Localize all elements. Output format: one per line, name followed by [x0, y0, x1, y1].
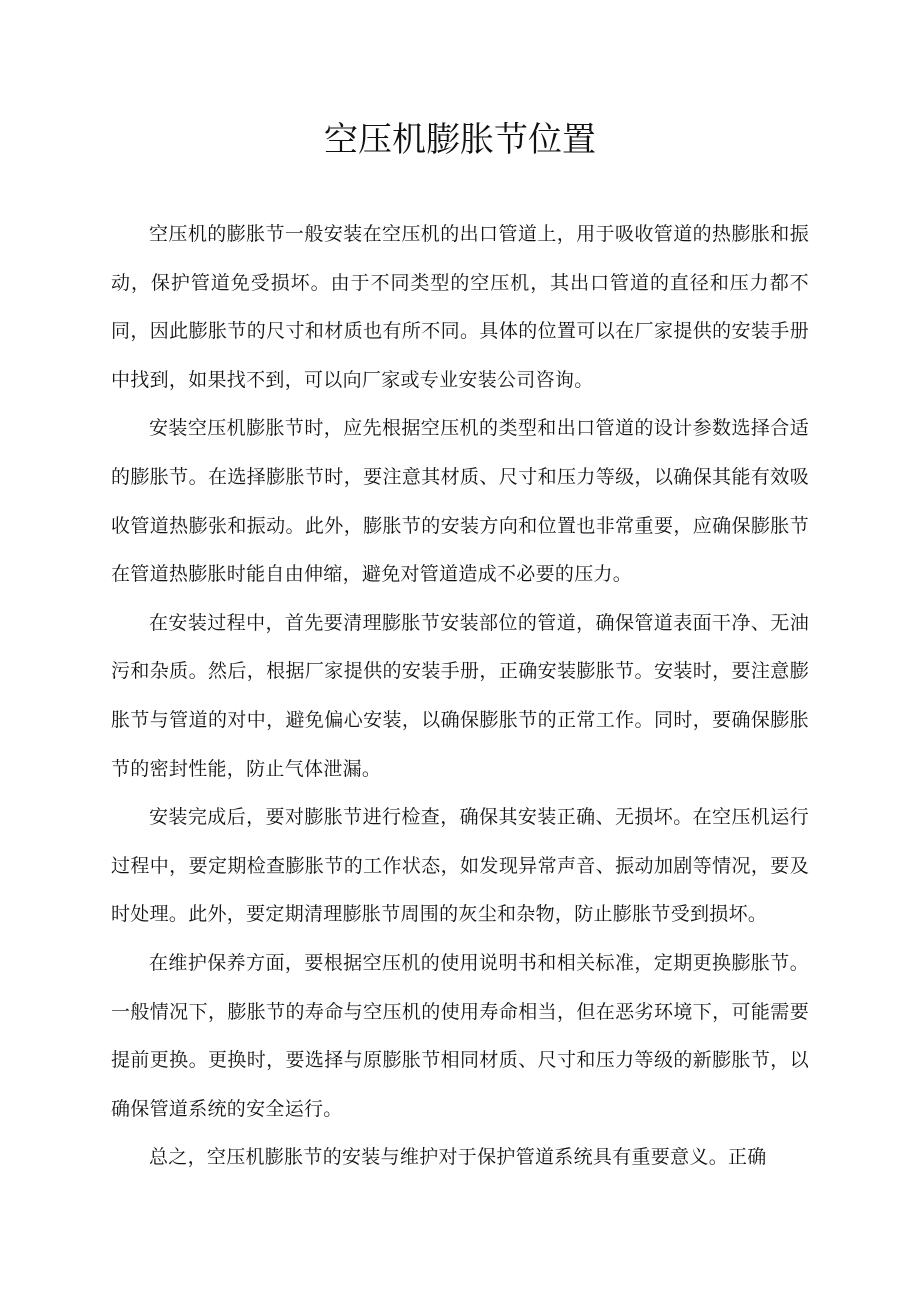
- paragraph-3: 在安装过程中，首先要清理膨胀节安装部位的管道，确保管道表面干净、无油污和杂质。然后，根据厂家提供的安装手册，正确安装膨胀节。安装时，要注意膨胀节与管道的对中，避免偏心安装，以确保膨胀节的正常工作。同时，要确保膨胀节的密封性能，防止气体泄漏。: [111, 611, 809, 780]
- paragraph-2: 安装空压机膨胀节时，应先根据空压机的类型和出口管道的设计参数选择合适的膨胀节。在选择膨胀节时，要注意其材质、尺寸和压力等级，以确保其能有效吸收管道热膨张和振动。此外，膨胀节的安装方向和位置也非常重要，应确保膨胀节在管道热膨胀时能自由伸缩，避免对管道造成不必要的压力。: [111, 417, 809, 586]
- paragraph-5: 在维护保养方面，要根据空压机的使用说明书和相关标准，定期更换膨胀节。一般情况下，膨胀节的寿命与空压机的使用寿命相当，但在恶劣环境下，可能需要提前更换。更换时，要选择与原膨胀节相同材质、尺寸和压力等级的新膨胀节，以确保管道系统的安全运行。: [111, 951, 809, 1120]
- document-title: 空压机膨胀节位置: [324, 120, 596, 160]
- paragraph-4: 安装完成后，要对膨胀节进行检查，确保其安装正确、无损坏。在空压机运行过程中，要定期检查膨胀节的工作状态，如发现异常声音、振动加剧等情况，要及时处理。此外，要定期清理膨胀节周围的灰尘和杂物，防止膨胀节受到损坏。: [111, 806, 809, 926]
- document-body: [111, 210, 809, 1182]
- paragraph-6: 总之，空压机膨胀节的安装与维护对于保护管道系统具有重要意义。正确: [149, 1146, 767, 1169]
- paragraph-1: 空压机的膨胀节一般安装在空压机的出口管道上，用于吸收管道的热膨胀和振动，保护管道免受损坏。由于不同类型的空压机，其出口管道的直径和压力都不同，因此膨胀节的尺寸和材质也有所不同。具体的位置可以在厂家提供的安装手册中找到，如果找不到，可以向厂家或专业安装公司咨询。: [111, 223, 809, 391]
